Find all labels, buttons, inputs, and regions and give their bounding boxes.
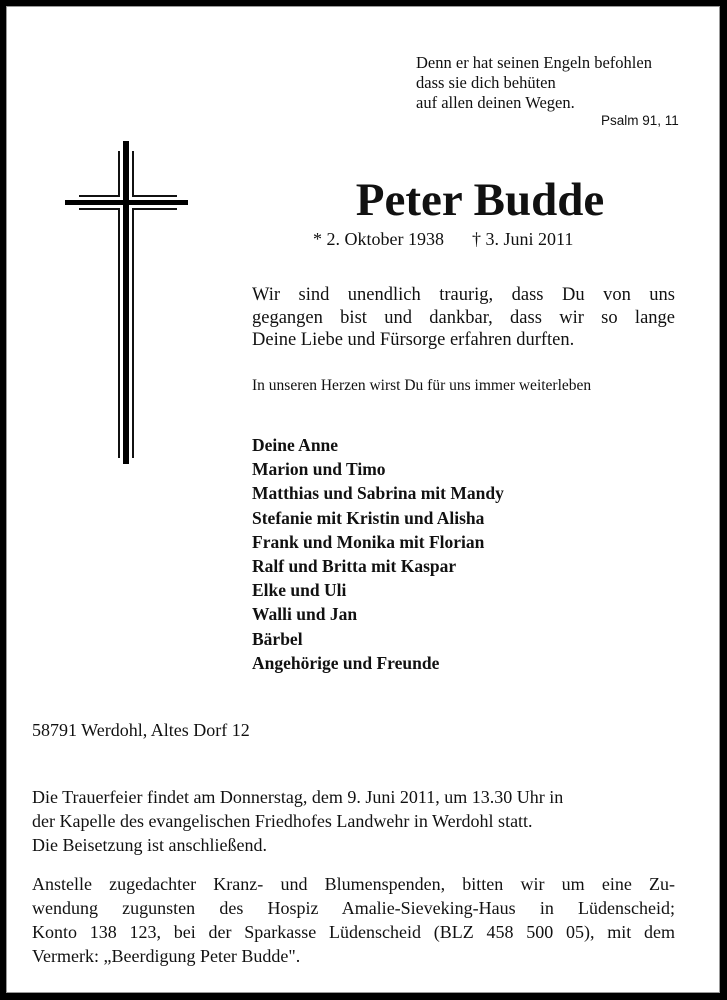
- birth-date: * 2. Oktober 1938: [313, 229, 444, 249]
- verse-line: dass sie dich behüten: [416, 73, 556, 92]
- comfort-line: In unseren Herzen wirst Du für uns immer weiterleben: [252, 377, 592, 394]
- mourner: Marion und Timo: [252, 459, 386, 480]
- mourner: Matthias und Sabrina mit Mandy: [252, 483, 504, 504]
- service-line: der Kapelle des evangelischen Friedhofes Landwehr in Werdohl statt.: [32, 811, 533, 831]
- donation-line: wendung zugunsten des Hospiz Amalie-Sieveking-Haus in Lüdenscheid;: [32, 898, 675, 918]
- donation-line: Vermerk: „Beerdigung Peter Budde".: [32, 946, 301, 966]
- message-line: Deine Liebe und Fürsorge erfahren durften.: [252, 330, 575, 350]
- service-line: Die Trauerfeier findet am Donnerstag, dem 9. Juni 2011, um 13.30 Uhr in: [32, 787, 564, 807]
- latin-cross-icon: [60, 135, 200, 470]
- mourner: Bärbel: [252, 628, 303, 649]
- service-line: Die Beisetzung ist anschließend.: [32, 835, 267, 855]
- family-address: 58791 Werdohl, Altes Dorf 12: [32, 720, 250, 740]
- mourners-list: [252, 433, 504, 675]
- mourner: Stefanie mit Kristin und Alisha: [252, 507, 485, 528]
- mourner: Ralf und Britta mit Kaspar: [252, 556, 457, 577]
- message-line: gegangen bist und dankbar, dass wir so lange: [252, 307, 675, 328]
- verse-reference: Psalm 91, 11: [601, 113, 679, 128]
- message-line: Wir sind unendlich traurig, dass Du von uns: [252, 285, 675, 305]
- funeral-service-info: [32, 785, 692, 857]
- death-date: † 3. Juni 2011: [471, 229, 574, 249]
- donation-line: Konto 138 123, bei der Sparkasse Lüdenscheid (BLZ 458 500 05), mit dem: [32, 922, 675, 942]
- condolence-message: [252, 284, 675, 352]
- donation-request: [32, 872, 675, 968]
- mourner: Deine Anne: [252, 435, 339, 455]
- donation-line: Anstelle zugedachter Kranz- und Blumenspenden, bitten wir um eine Zu-: [32, 874, 675, 894]
- mourner: Elke und Uli: [252, 580, 347, 601]
- mourner: Walli und Jan: [252, 604, 358, 625]
- mourner: Angehörige und Freunde: [252, 652, 440, 673]
- bible-verse: [416, 53, 652, 113]
- verse-line: Denn er hat seinen Engeln befohlen: [416, 53, 652, 72]
- life-dates: [313, 229, 573, 250]
- mourner: Frank und Monika mit Florian: [252, 531, 485, 552]
- verse-line: auf allen deinen Wegen.: [416, 93, 575, 112]
- deceased-name: Peter Budde: [355, 174, 605, 226]
